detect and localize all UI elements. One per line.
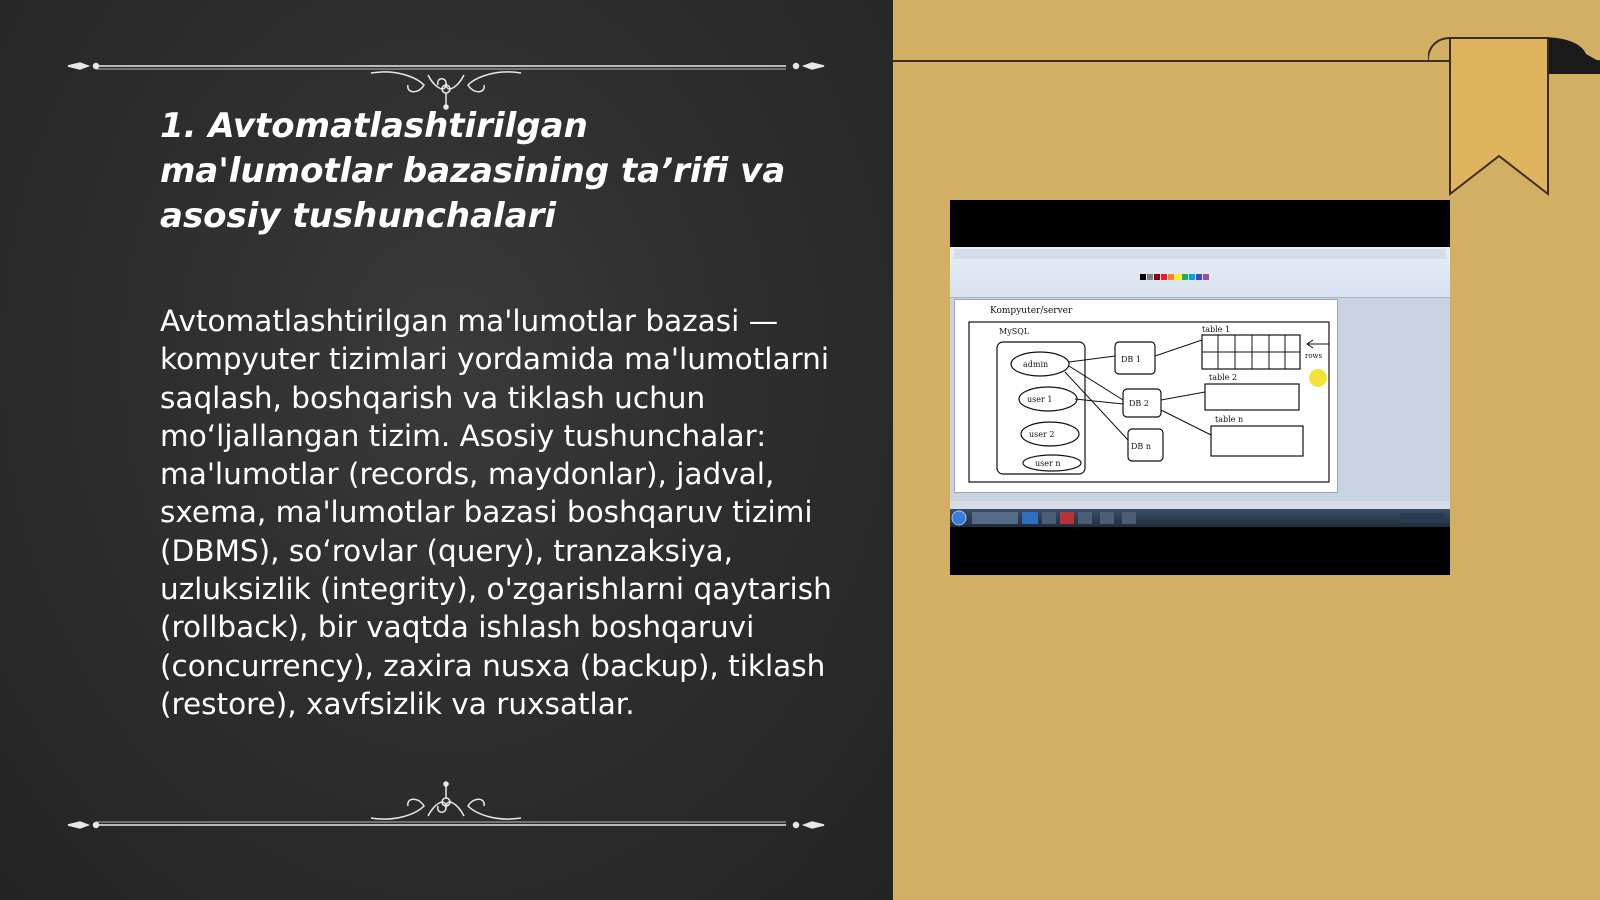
bookmark-ribbon bbox=[1428, 34, 1600, 204]
paint-canvas bbox=[954, 299, 1338, 493]
user-2-label: user 2 bbox=[1029, 430, 1055, 439]
table-1-label: table 1 bbox=[1202, 325, 1231, 334]
user-n-label: user n bbox=[1035, 459, 1061, 468]
rows-label: rows bbox=[1305, 352, 1323, 360]
slide-title: 1. Avtomatlashtirilgan ma'lumotlar bazasining ta’rifi va asosiy tushunchalari bbox=[160, 106, 786, 236]
paint-status-bar bbox=[950, 501, 1450, 509]
diagram-frame-title: Kompyuter/server bbox=[990, 306, 1073, 316]
user-admin-label: admin bbox=[1023, 360, 1049, 369]
db-n-label: DB n bbox=[1131, 442, 1151, 451]
db-2-label: DB 2 bbox=[1129, 399, 1149, 408]
start-button-icon bbox=[952, 511, 966, 525]
bottom-ornament-divider bbox=[66, 770, 826, 840]
diagram-group-title: MySQL bbox=[999, 327, 1030, 336]
database-diagram bbox=[955, 300, 1337, 492]
table-2-label: table 2 bbox=[1209, 373, 1238, 382]
video-frame[interactable] bbox=[950, 200, 1450, 575]
user-1-label: user 1 bbox=[1027, 395, 1053, 404]
embedded-screenshot bbox=[950, 247, 1450, 527]
db-1-label: DB 1 bbox=[1121, 355, 1141, 364]
table-n-label: table n bbox=[1215, 415, 1244, 424]
windows-taskbar bbox=[950, 509, 1450, 527]
paint-ribbon bbox=[950, 247, 1450, 298]
slide-body-text: Avtomatlashtirilgan ma'lumotlar bazasi — kompyuter tizimlari yordamida ma'lumotlarni saqlash, boshqarish va tiklash uchun mo‘ljallangan tizim. Asosiy tushunchalar: ma'lumotlar (records, maydonlar), jadval, sxema, ma'lumotlar bazasi boshqaruv tizimi (DBMS), so‘rovlar (query), tranzaksiya, uzluksizlik (integrity), o'zgarishlarni qaytarish (rollback), bir vaqtda ishlash boshqaruvi (concurrency), zaxira nusxa (backup), tiklash (restore), xavfsizlik va ruxsatlar. bbox=[160, 304, 832, 721]
